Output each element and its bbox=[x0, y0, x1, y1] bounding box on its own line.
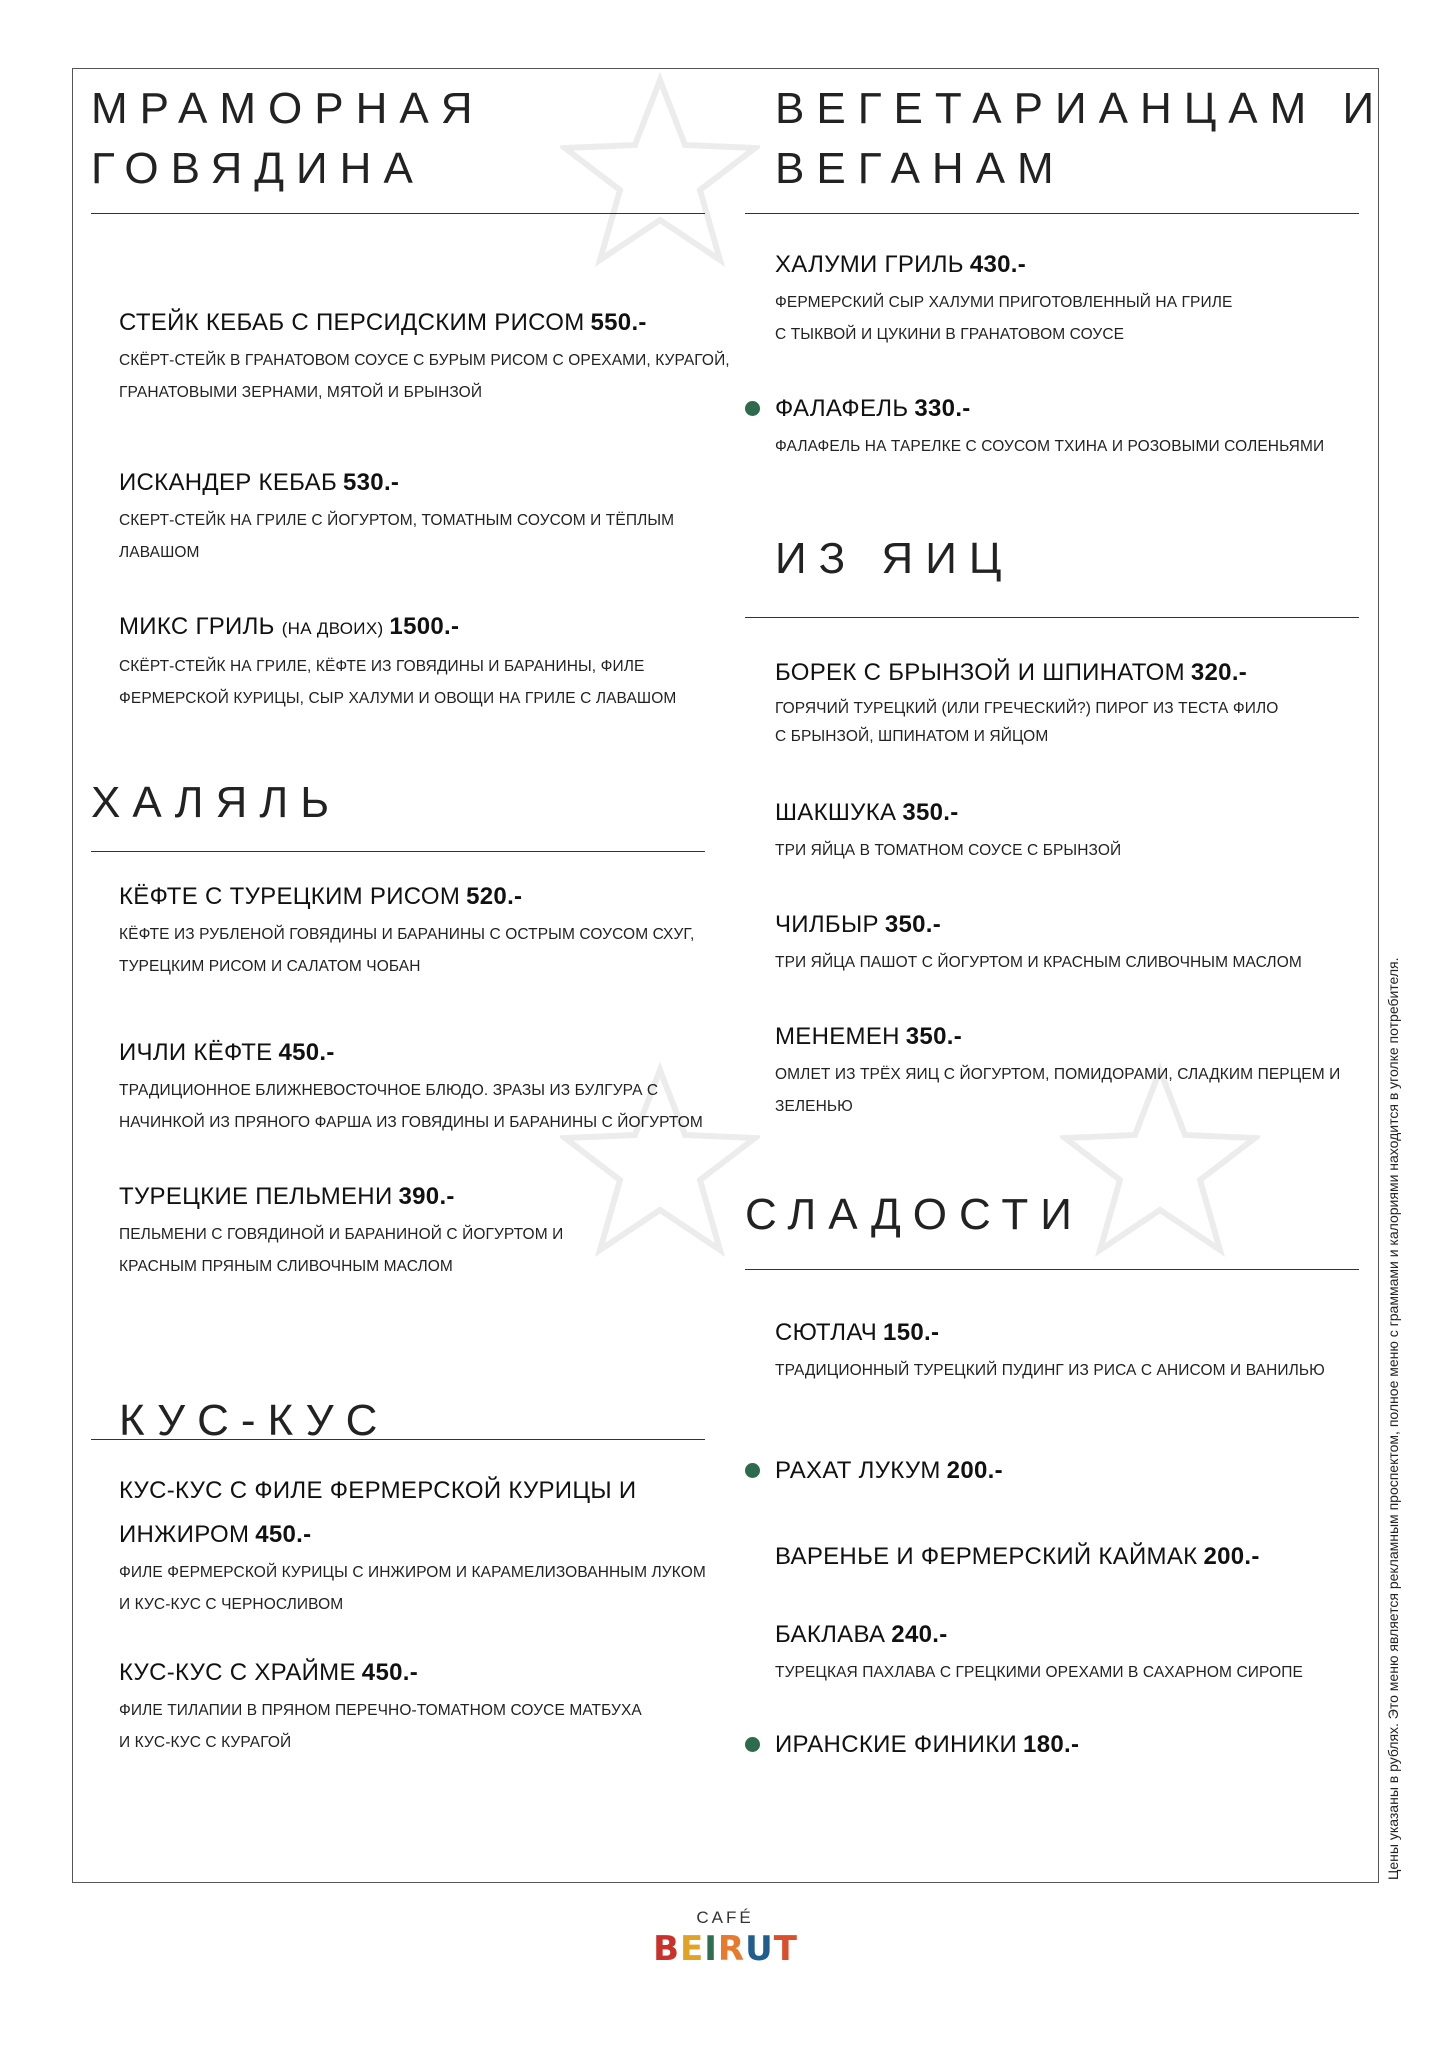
item-description: КЁФТЕ ИЗ РУБЛЕНОЙ ГОВЯДИНЫ И БАРАНИНЫ С ОСТРЫМ СОУСОМ СХУГ, bbox=[119, 926, 695, 943]
item-name: РАХАТ ЛУКУМ bbox=[775, 1457, 941, 1484]
item-name: ИРАНСКИЕ ФИНИКИ bbox=[775, 1731, 1018, 1758]
menu-item bbox=[775, 1015, 1340, 1123]
vegan-dot-icon bbox=[745, 1737, 760, 1752]
logo-cafe-label: CAFÉ bbox=[696, 1908, 754, 1927]
section-rule bbox=[91, 1439, 705, 1440]
item-note: (НА ДВОИХ) bbox=[281, 619, 384, 638]
item-price: 390.- bbox=[398, 1183, 455, 1210]
item-description: ГРАНАТОВЫМИ ЗЕРНАМИ, МЯТОЙ И БРЫНЗОЙ bbox=[119, 384, 483, 401]
item-name: МЕНЕМЕН bbox=[775, 1023, 900, 1050]
item-name: КУС-КУС С ФИЛЕ ФЕРМЕРСКОЙ КУРИЦЫ И bbox=[119, 1477, 637, 1504]
item-price: 450.- bbox=[361, 1659, 418, 1686]
menu-item bbox=[775, 243, 1232, 351]
menu-item bbox=[119, 461, 674, 569]
logo-letter: R bbox=[717, 1929, 745, 1969]
item-description: ТРАДИЦИОННЫЙ ТУРЕЦКИЙ ПУДИНГ ИЗ РИСА С АНИСОМ И ВАНИЛЬЮ bbox=[775, 1362, 1325, 1379]
logo-letter: I bbox=[704, 1929, 717, 1969]
menu-item bbox=[119, 1469, 706, 1621]
section-rule bbox=[745, 1269, 1359, 1270]
item-description: ОМЛЕТ ИЗ ТРЁХ ЯИЦ С ЙОГУРТОМ, ПОМИДОРАМИ, СЛАДКИМ ПЕРЦЕМ И bbox=[775, 1066, 1341, 1083]
menu-item bbox=[775, 791, 1121, 867]
item-name: БАКЛАВА bbox=[775, 1621, 886, 1648]
menu-item bbox=[119, 875, 694, 983]
item-price: 330.- bbox=[914, 395, 971, 422]
item-price: 350.- bbox=[905, 1023, 962, 1050]
menu-item bbox=[775, 903, 1302, 979]
item-price: 320.- bbox=[1190, 659, 1248, 686]
section-title-halal: ХАЛЯЛЬ bbox=[91, 778, 342, 827]
item-price: 240.- bbox=[891, 1621, 948, 1648]
item-description: КРАСНЫМ ПРЯНЫМ СЛИВОЧНЫМ МАСЛОМ bbox=[119, 1258, 453, 1275]
price-disclaimer: Цены указаны в рублях. Это меню является рекламным проспектом, полное меню с граммами и калориями находится в уголке потребителя. bbox=[1385, 957, 1401, 1880]
menu-item bbox=[775, 387, 1324, 463]
menu-item bbox=[775, 651, 1278, 751]
item-name: ФАЛАФЕЛЬ bbox=[775, 395, 909, 422]
item-price: 350.- bbox=[884, 911, 942, 938]
item-description: И КУС-КУС С КУРАГОЙ bbox=[119, 1734, 292, 1751]
item-description: ПЕЛЬМЕНИ С ГОВЯДИНОЙ И БАРАНИНОЙ С ЙОГУРТОМ И bbox=[119, 1226, 564, 1243]
item-description: ТРИ ЯЙЦА В ТОМАТНОМ СОУСЕ С БРЫНЗОЙ bbox=[775, 842, 1122, 859]
item-name: ХАЛУМИ ГРИЛЬ bbox=[775, 251, 964, 278]
item-description: ФЕРМЕРСКИЙ СЫР ХАЛУМИ ПРИГОТОВЛЕННЫЙ НА ГРИЛЕ bbox=[775, 294, 1233, 311]
section-rule bbox=[91, 851, 705, 852]
logo-letter: T bbox=[773, 1929, 797, 1969]
item-name: БОРЕК С БРЫНЗОЙ И ШПИНАТОМ bbox=[775, 659, 1185, 686]
item-price: 200.- bbox=[946, 1457, 1003, 1484]
section-rule bbox=[745, 617, 1359, 618]
menu-item bbox=[775, 1449, 1003, 1493]
item-description: ТРАДИЦИОННОЕ БЛИЖНЕВОСТОЧНОЕ БЛЮДО. ЗРАЗЫ ИЗ БУЛГУРА С bbox=[119, 1082, 659, 1099]
menu-item bbox=[119, 1651, 642, 1759]
section-title-eggs: ИЗ ЯИЦ bbox=[775, 534, 1014, 583]
item-price: 150.- bbox=[883, 1319, 940, 1346]
menu-frame bbox=[72, 68, 1387, 1883]
item-price: 430.- bbox=[969, 251, 1027, 278]
section-title-couscous: КУС-КУС bbox=[119, 1396, 390, 1445]
item-name: ИСКАНДЕР КЕБАБ bbox=[119, 469, 338, 496]
item-description: И КУС-КУС С ЧЕРНОСЛИВОМ bbox=[119, 1596, 344, 1613]
item-description: ФЕРМЕРСКОЙ КУРИЦЫ, СЫР ХАЛУМИ И ОВОЩИ НА ГРИЛЕ С ЛАВАШОМ bbox=[119, 690, 677, 707]
item-name: КЁФТЕ С ТУРЕЦКИМ РИСОМ bbox=[119, 883, 461, 910]
logo-wordmark bbox=[650, 1930, 800, 1968]
item-description: ЗЕЛЕНЬЮ bbox=[775, 1098, 853, 1115]
item-description: СКЁРТ-СТЕЙК НА ГРИЛЕ, КЁФТЕ ИЗ ГОВЯДИНЫ И БАРАНИНЫ, ФИЛЕ bbox=[119, 658, 645, 675]
vegan-dot-icon bbox=[745, 1463, 760, 1478]
item-description: ФИЛЕ ФЕРМЕРСКОЙ КУРИЦЫ С ИНЖИРОМ И КАРАМЕЛИЗОВАННЫМ ЛУКОМ bbox=[119, 1564, 706, 1581]
item-description: ТУРЕЦКИМ РИСОМ И САЛАТОМ ЧОБАН bbox=[119, 958, 421, 975]
menu-item bbox=[775, 1723, 1079, 1767]
menu-item bbox=[119, 605, 676, 715]
item-description: НАЧИНКОЙ ИЗ ПРЯНОГО ФАРША ИЗ ГОВЯДИНЫ И БАРАНИНЫ С ЙОГУРТОМ bbox=[119, 1114, 703, 1131]
item-name: ИЧЛИ КЁФТЕ bbox=[119, 1039, 273, 1066]
item-name: СТЕЙК КЕБАБ С ПЕРСИДСКИМ РИСОМ bbox=[119, 309, 585, 336]
item-name: ЧИЛБЫР bbox=[775, 911, 879, 938]
item-description: С ТЫКВОЙ И ЦУКИНИ В ГРАНАТОВОМ СОУСЕ bbox=[775, 326, 1125, 343]
menu-item bbox=[119, 1031, 703, 1139]
menu-item bbox=[775, 1311, 1325, 1387]
item-name-continued: ИНЖИРОМ bbox=[119, 1521, 250, 1548]
item-name: ТУРЕЦКИЕ ПЕЛЬМЕНИ bbox=[119, 1183, 393, 1210]
item-description: ТРИ ЯЙЦА ПАШОТ С ЙОГУРТОМ И КРАСНЫМ СЛИВОЧНЫМ МАСЛОМ bbox=[775, 954, 1302, 971]
item-name: ШАКШУКА bbox=[775, 799, 897, 826]
item-price: 450.- bbox=[255, 1521, 312, 1548]
item-name: МИКС ГРИЛЬ bbox=[119, 613, 275, 640]
item-description: ФАЛАФЕЛЬ НА ТАРЕЛКЕ С СОУСОМ ТХИНА И РОЗОВЫМИ СОЛЕНЬЯМИ bbox=[775, 438, 1325, 455]
item-price: 1500.- bbox=[389, 613, 460, 640]
menu-item bbox=[119, 301, 730, 409]
section-title-marbled-beef: МРАМОРНАЯ ГОВЯДИНА bbox=[91, 84, 485, 193]
item-description: ЛАВАШОМ bbox=[119, 544, 200, 561]
section-rule bbox=[91, 213, 705, 214]
menu-item bbox=[119, 1175, 563, 1283]
logo-letter: B bbox=[653, 1929, 680, 1969]
item-price: 520.- bbox=[466, 883, 523, 910]
item-name: КУС-КУС С ХРАЙМЕ bbox=[119, 1659, 356, 1686]
item-description: С БРЫНЗОЙ, ШПИНАТОМ И ЯЙЦОМ bbox=[775, 728, 1049, 745]
vegan-dot-icon bbox=[745, 401, 760, 416]
section-title-vegetarian: ВЕГЕТАРИАНЦАМ И ВЕГАНАМ bbox=[775, 84, 1387, 193]
item-name: СЮТЛАЧ bbox=[775, 1319, 878, 1346]
menu-item bbox=[775, 1613, 1303, 1689]
cafe-beirut-logo bbox=[650, 1908, 800, 1968]
item-price: 530.- bbox=[343, 469, 400, 496]
menu-item bbox=[775, 1535, 1260, 1579]
section-rule bbox=[745, 213, 1359, 214]
item-price: 350.- bbox=[902, 799, 959, 826]
item-price: 450.- bbox=[278, 1039, 335, 1066]
logo-letter: U bbox=[745, 1929, 773, 1969]
item-description: ТУРЕЦКАЯ ПАХЛАВА С ГРЕЦКИМИ ОРЕХАМИ В САХАРНОМ СИРОПЕ bbox=[775, 1664, 1303, 1681]
item-description: СКЕРТ-СТЕЙК НА ГРИЛЕ С ЙОГУРТОМ, ТОМАТНЫМ СОУСОМ И ТЁПЛЫМ bbox=[119, 512, 675, 529]
logo-letter: E bbox=[680, 1929, 704, 1969]
item-description: ФИЛЕ ТИЛАПИИ В ПРЯНОМ ПЕРЕЧНО-ТОМАТНОМ СОУСЕ МАТБУХА bbox=[119, 1702, 642, 1719]
item-price: 200.- bbox=[1203, 1543, 1260, 1570]
item-price: 180.- bbox=[1023, 1731, 1080, 1758]
item-description: ГОРЯЧИЙ ТУРЕЦКИЙ (ИЛИ ГРЕЧЕСКИЙ?) ПИРОГ ИЗ ТЕСТА ФИЛО bbox=[775, 700, 1279, 717]
section-title-sweets: СЛАДОСТИ bbox=[745, 1190, 1084, 1239]
item-name: ВАРЕНЬЕ И ФЕРМЕРСКИЙ КАЙМАК bbox=[775, 1543, 1198, 1570]
item-description: СКЁРТ-СТЕЙК В ГРАНАТОВОМ СОУСЕ С БУРЫМ РИСОМ С ОРЕХАМИ, КУРАГОЙ, bbox=[119, 352, 730, 369]
item-price: 550.- bbox=[590, 309, 647, 336]
